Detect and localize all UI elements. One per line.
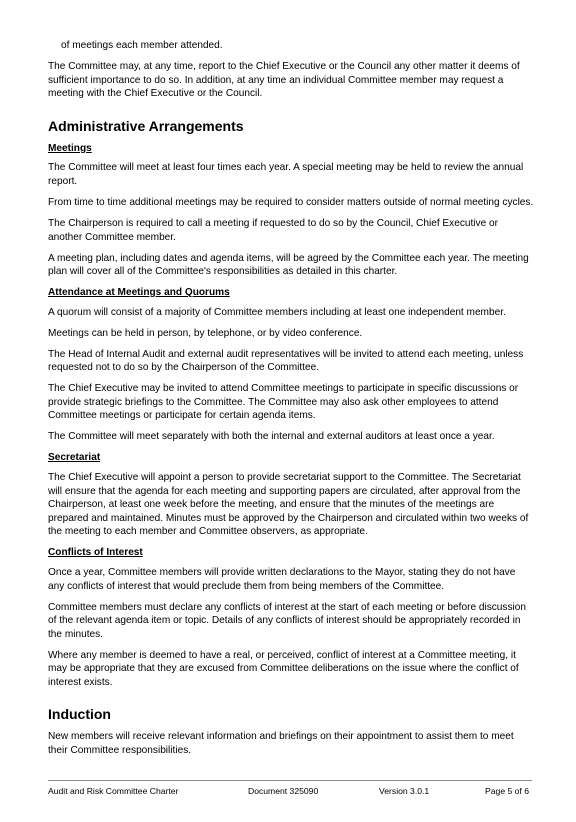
page-footer bbox=[48, 780, 532, 796]
committee-reporting-paragraph: The Committee may, at any time, report to the Chief Executive or the Council any other matter it deems of sufficient importance to do so. In addition, at any time an individual Committee member may request a meeting with the Chief Executive or the Council. bbox=[48, 60, 520, 100]
attendance-paragraph: The Head of Internal Audit and external audit representatives will be invited to attend each meeting, unless requested not to do so by the Chairperson of the Committee. bbox=[48, 348, 524, 374]
conflicts-paragraph: Where any member is deemed to have a real, or perceived, conflict of interest at a Committee meeting, it may be appropriate that they are excused from Committee deliberations on the issue where the conflict of interest exists. bbox=[48, 649, 519, 688]
subheading-attendance: Attendance at Meetings and Quorums bbox=[48, 287, 230, 299]
attendance-paragraph: A quorum will consist of a majority of Committee members including at least one independent member. bbox=[48, 306, 506, 318]
section-heading-induction: Induction bbox=[48, 706, 111, 723]
footer-document-number: Document 325090 bbox=[248, 786, 319, 796]
conflicts-paragraph: Committee members must declare any conflicts of interest at the start of each meeting or before discussion of the relevant agenda item or topic. Details of any conflicts of interest should be appropriately recorded in the minutes. bbox=[48, 601, 526, 640]
secretariat-paragraph: The Chief Executive will appoint a person to provide secretariat support to the Committee. The Secretariat will ensure that the agenda for each meeting and supporting papers are circulated, after approval from the Chairperson, at least one week before the meeting, and ensure that the minutes of the meetings are prepared and maintained. Minutes must be approved by the Chairperson and circulated within two weeks of the meeting to each member and Committee observers, as appropriate. bbox=[48, 471, 529, 538]
conflicts-paragraph: Once a year, Committee members will provide written declarations to the Mayor, stating they do not have any conflicts of interest that would preclude them from being members of the Committee. bbox=[48, 566, 516, 592]
meetings-paragraph: A meeting plan, including dates and agenda items, will be agreed by the Committee each year. The meeting plan will cover all of the Committee's responsibilities as detailed in this charter. bbox=[48, 252, 529, 278]
attendance-paragraph: The Chief Executive may be invited to attend Committee meetings to participate in specific discussions or provide strategic briefings to the Committee. The Committee may also ask other employees to attend Committee meetings or participate for certain agenda items. bbox=[48, 383, 519, 422]
page-content bbox=[48, 39, 534, 765]
subheading-secretariat: Secretariat bbox=[48, 452, 101, 464]
meetings-paragraph: From time to time additional meetings may be required to consider matters outside of normal meeting cycles. bbox=[48, 196, 534, 208]
footer-page-number: Page 5 of 6 bbox=[485, 786, 529, 796]
subheading-meetings: Meetings bbox=[48, 142, 92, 154]
subheading-conflicts-of-interest: Conflicts of Interest bbox=[48, 547, 143, 559]
continuation-paragraph: of meetings each member attended. bbox=[61, 40, 223, 51]
footer-document-title: Audit and Risk Committee Charter bbox=[48, 786, 179, 796]
induction-paragraph: New members will receive relevant information and briefings on their appointment to assist them to meet their Committee responsibilities. bbox=[48, 731, 514, 757]
attendance-paragraph: The Committee will meet separately with both the internal and external auditors at least once a year. bbox=[48, 431, 495, 443]
meetings-paragraph: The Committee will meet at least four times each year. A special meeting may be held to review the annual report. bbox=[48, 162, 524, 187]
attendance-paragraph: Meetings can be held in person, by telephone, or by video conference. bbox=[48, 327, 363, 339]
section-heading-administrative-arrangements: Administrative Arrangements bbox=[48, 117, 244, 134]
footer-version: Version 3.0.1 bbox=[379, 786, 430, 796]
meetings-paragraph: The Chairperson is required to call a meeting if requested to do so by the Council, Chief Executive or another Committee member. bbox=[48, 217, 498, 243]
